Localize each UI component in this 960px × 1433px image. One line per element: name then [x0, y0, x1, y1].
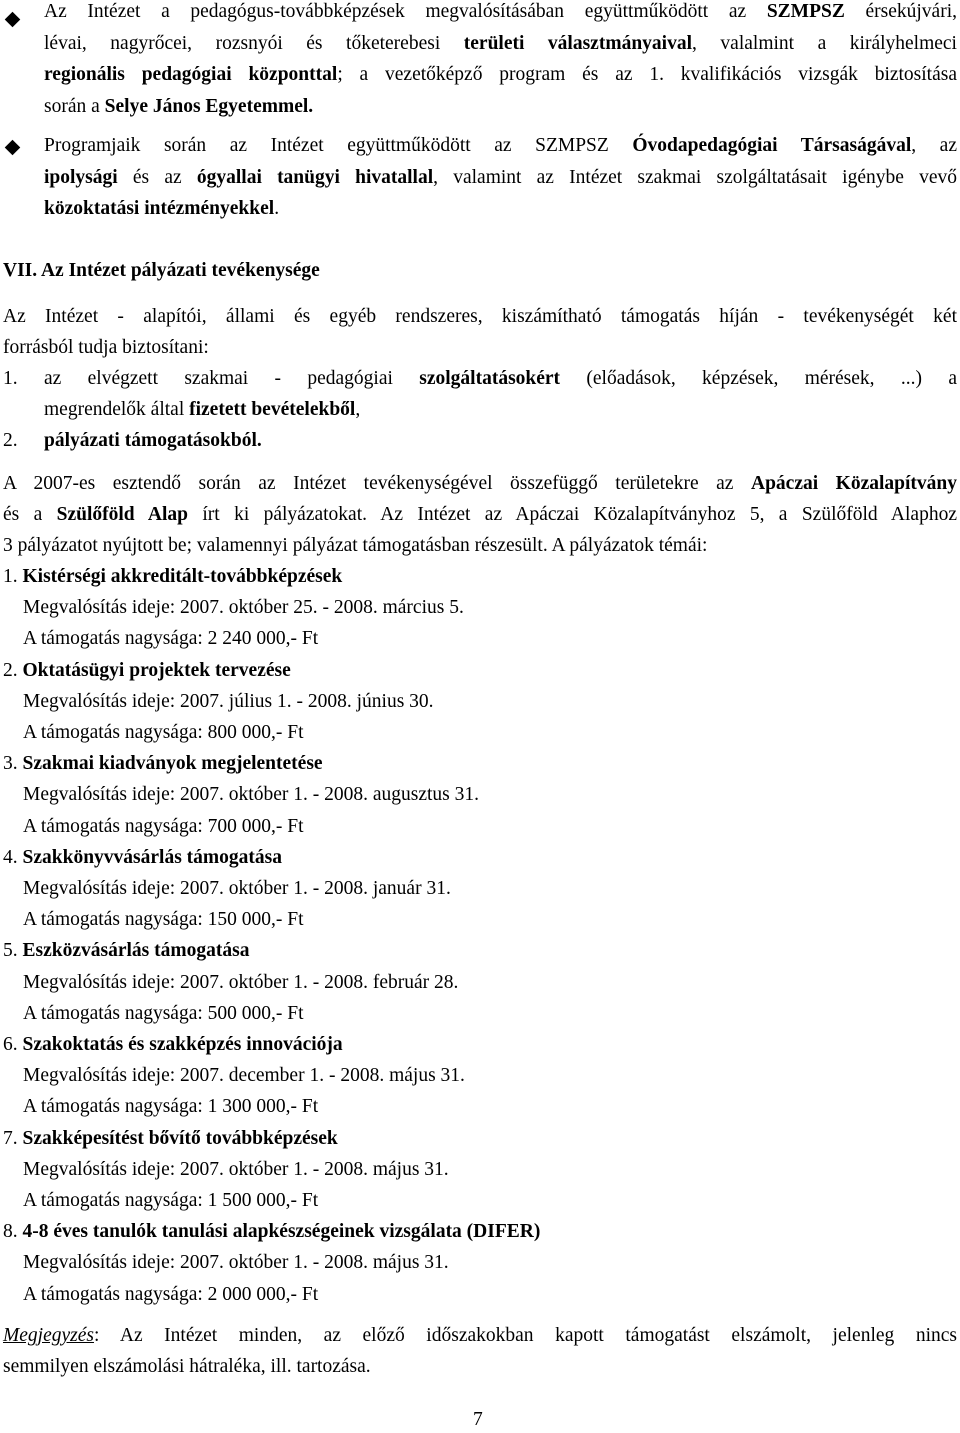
topic-number: 4.	[3, 846, 18, 868]
text-run: , valalmint a királyhelmeci	[692, 33, 957, 54]
source-number: 2.	[3, 430, 18, 451]
bold-run: Apáczai Közalapítvány	[750, 473, 957, 494]
topic-title-line	[3, 753, 323, 775]
text-run: Programjaik során az Intézet együttműködött az SZMPSZ	[44, 135, 633, 156]
topic-number: 8.	[3, 1221, 18, 1243]
bold-run: szolgáltatásokért	[419, 368, 561, 389]
topic-title: Szakképesítést bővítő továbbképzések	[22, 1127, 338, 1149]
topic-title: Eszközvásárlás támogatása	[22, 940, 250, 962]
topic-title-line	[3, 1221, 540, 1243]
page-number: 7	[473, 1409, 483, 1430]
topic-period: Megvalósítás ideje: 2007. július 1. - 2008. június 30.	[23, 690, 434, 712]
text-run: Az Intézet a pedagógus-továbbképzések megvalósításában együttműködött az	[44, 1, 767, 22]
source-line	[44, 368, 957, 390]
topic-period: Megvalósítás ideje: 2007. december 1. - 2008. május 31.	[23, 1065, 465, 1087]
bullet-2-line	[44, 135, 957, 157]
topic-number: 7.	[3, 1127, 18, 1149]
topic-number: 6.	[3, 1034, 18, 1055]
bold-run: közoktatási intézményekkel	[44, 198, 275, 219]
text-run: , valamint az Intézet szakmai szolgáltatásait igénybe vevő	[433, 167, 957, 188]
bullet-2-line	[44, 167, 957, 189]
text-run: ,	[355, 399, 361, 420]
text-run: írt ki pályázatokat. Az Intézet az Apáczai Közalapítványhoz 5, a Szülőföld Alaphoz	[188, 504, 957, 525]
topic-title: Szakkönyvvásárlás támogatása	[22, 846, 282, 868]
intro-line	[3, 306, 957, 328]
note-label: Megjegyzés	[3, 1325, 94, 1346]
text-run: (előadások, képzések, mérések, ...) a	[560, 368, 957, 389]
bullet-diamond-icon	[5, 12, 21, 28]
text-run: A 2007-es esztendő során az Intézet tevékenységével összefüggő területekre az	[3, 473, 751, 494]
topic-number: 5.	[3, 940, 18, 962]
topic-period: Megvalósítás ideje: 2007. október 1. - 2008. május 31.	[23, 1252, 449, 1274]
topic-title-line	[3, 660, 291, 682]
section-heading	[3, 260, 320, 282]
topic-amount: A támogatás nagysága: 800 000,- Ft	[23, 722, 304, 743]
topic-amount: A támogatás nagysága: 150 000,- Ft	[23, 909, 304, 931]
bullet-1-line	[44, 64, 957, 86]
topic-title: Szakoktatás és szakképzés innovációja	[22, 1034, 343, 1055]
text-run: érsekújvári,	[844, 1, 957, 22]
topic-title-line	[3, 566, 342, 588]
topic-title: Szakmai kiadványok megjelentetése	[22, 753, 323, 775]
topic-amount: A támogatás nagysága: 1 300 000,- Ft	[23, 1096, 319, 1118]
bold-run: ipolysági	[44, 167, 118, 188]
bullet-1-line	[44, 96, 313, 118]
text-run: 3 pályázatot nyújtott be; valamennyi pályázat támogatásban részesült. A pályázatok témái:	[3, 535, 708, 556]
intro-line	[3, 337, 209, 359]
topic-period: Megvalósítás ideje: 2007. október 1. - 2008. február 28.	[23, 971, 459, 993]
text-run: ; a vezetőképző program és az 1. kvalifikációs vizsgák biztosítása	[337, 64, 958, 85]
text-run: során a	[44, 96, 105, 117]
bold-run: Selye János Egyetemmel.	[104, 96, 314, 117]
bold-run: regionális pedagógiai központtal	[44, 64, 338, 85]
section-title: Az Intézet pályázati tevékenysége	[40, 260, 320, 281]
text-run: megrendelők által	[44, 399, 190, 420]
topic-title-line	[3, 1034, 343, 1056]
text-run: .	[274, 198, 280, 219]
topic-period: Megvalósítás ideje: 2007. október 1. - 2008. május 31.	[23, 1158, 449, 1180]
topic-number: 3.	[3, 753, 18, 775]
bold-run: fizetett bevételekből	[189, 399, 356, 420]
text-run: és a	[3, 504, 57, 525]
bold-run: pályázati támogatásokból.	[44, 430, 262, 451]
bold-run: területi választmányaival	[463, 33, 693, 54]
topic-title: 4-8 éves tanulók tanulási alapkészségeinek vizsgálata (DIFER)	[22, 1221, 541, 1243]
text-run: forrásból tudja biztosítani:	[3, 337, 209, 358]
bullet-2-line	[44, 198, 279, 220]
topic-title: Kistérségi akkreditált-továbbképzések	[22, 566, 343, 587]
topic-title-line	[3, 847, 282, 869]
topic-number: 2.	[3, 659, 18, 681]
source-line	[44, 399, 360, 421]
bold-run: Szülőföld Alap	[56, 504, 189, 525]
topic-amount: A támogatás nagysága: 1 500 000,- Ft	[23, 1190, 319, 1211]
text-run: lévai, nagyrőcei, rozsnyói és tőketerebesi	[44, 33, 464, 54]
topic-period: Megvalósítás ideje: 2007. október 25. - 2008. március 5.	[23, 597, 464, 619]
source-line	[44, 430, 262, 452]
bullet-1-line	[44, 1, 957, 23]
topic-period: Megvalósítás ideje: 2007. október 1. - 2008. január 31.	[23, 878, 451, 899]
text-run: Az Intézet - alapítói, állami és egyéb rendszeres, kiszámítható támogatás híján - tevékenységét két	[3, 306, 957, 327]
topic-amount: A támogatás nagysága: 2 000 000,- Ft	[23, 1283, 319, 1305]
topic-amount: A támogatás nagysága: 500 000,- Ft	[23, 1002, 304, 1024]
topic-period: Megvalósítás ideje: 2007. október 1. - 2008. augusztus 31.	[23, 784, 480, 806]
text-run: : Az Intézet minden, az előző időszakokban kapott támogatást elszámolt, jelenleg nincs	[93, 1325, 957, 1346]
bold-run: SZMPSZ	[766, 1, 845, 22]
year-line	[3, 535, 707, 557]
note-line	[3, 1356, 371, 1378]
bullet-1-line	[44, 33, 957, 55]
section-number: VII.	[3, 260, 38, 281]
source-number: 1.	[3, 368, 18, 389]
year-line	[3, 504, 957, 526]
text-run: és az	[117, 167, 197, 188]
text-run: semmilyen elszámolási hátraléka, ill. tartozása.	[3, 1356, 371, 1377]
note-line	[3, 1325, 957, 1347]
topic-title-line	[3, 1128, 338, 1150]
text-run: , az	[911, 135, 957, 156]
topic-amount: A támogatás nagysága: 700 000,- Ft	[23, 815, 304, 837]
bullet-diamond-icon	[5, 140, 21, 156]
topic-title: Oktatásügyi projektek tervezése	[22, 659, 291, 681]
text-run: az elvégzett szakmai - pedagógiai	[44, 368, 420, 389]
topic-title-line	[3, 940, 249, 962]
topic-amount: A támogatás nagysága: 2 240 000,- Ft	[23, 628, 319, 650]
bold-run: Óvodapedagógiai Társaságával	[632, 135, 912, 156]
year-line	[3, 473, 957, 495]
bold-run: ógyallai tanügyi hivatallal	[196, 167, 434, 188]
topic-number: 1.	[3, 566, 18, 587]
